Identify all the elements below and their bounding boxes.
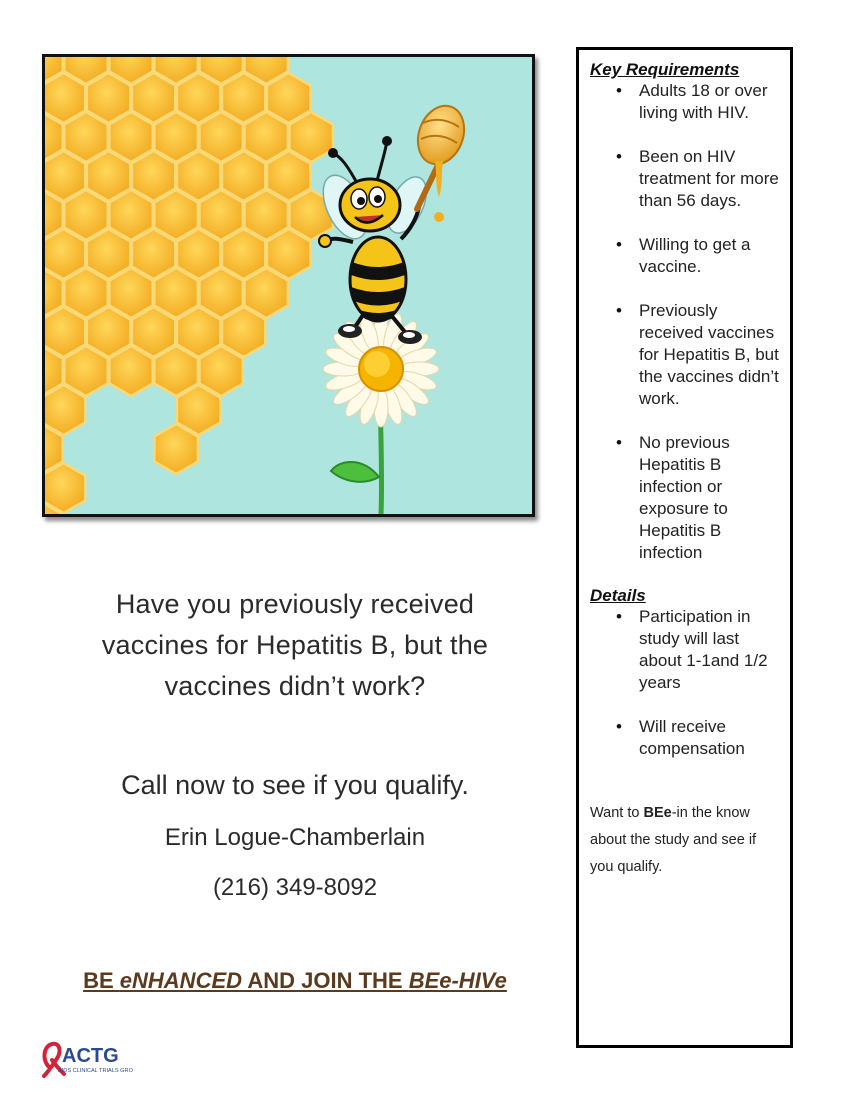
- note-part2: -in the know about the study and see if you qualify.: [590, 805, 757, 875]
- sidebar-note: [579, 800, 790, 881]
- bee-illustration: [42, 54, 535, 517]
- details-list: [579, 606, 790, 760]
- slogan-part4: BEe-HIVe: [408, 968, 507, 993]
- list-item: • Participation in study will last about 1-1and 1/2 years: [579, 606, 790, 694]
- contact-phone: (216) 349-8092: [212, 874, 378, 901]
- slogan: [40, 968, 550, 994]
- list-item: • Been on HIV treatment for more than 56 days.: [579, 146, 790, 212]
- call-to-action: Call now to see if you qualify.: [121, 770, 469, 800]
- main-question: Have you previously received vaccines for Hepatitis B, but the vaccines didn’t work?: [101, 589, 489, 701]
- key-requirements-heading: Key Requirements: [590, 60, 740, 79]
- note-bold: BEe: [643, 805, 672, 821]
- actg-logo: [38, 1036, 133, 1078]
- requirements-sidebar: [576, 47, 793, 1048]
- requirements-list: [579, 80, 790, 564]
- details-heading: Details: [590, 586, 646, 605]
- note-part1: Want to: [590, 805, 644, 821]
- list-item: • Willing to get a vaccine.: [579, 234, 790, 278]
- honeycomb-cell: [109, 346, 152, 396]
- slogan-part3: AND JOIN THE: [242, 968, 409, 993]
- logo-text: ACTG: [62, 1045, 119, 1067]
- list-item: • Previously received vaccines for Hepatitis B, but the vaccines didn’t work.: [579, 300, 790, 410]
- slogan-part2: eNHANCED: [119, 968, 243, 993]
- contact-name: Erin Logue-Chamberlain: [164, 824, 426, 851]
- list-item: • No previous Hepatitis B infection or exposure to Hepatitis B infection: [579, 432, 790, 564]
- logo-subtext: AIDS CLINICAL TRIALS GROUP: [58, 1068, 133, 1074]
- bee-on-flower-image: [45, 57, 532, 514]
- honeycomb-cell: [154, 424, 197, 474]
- actg-logo-icon: [38, 1036, 133, 1078]
- list-item: • Adults 18 or over living with HIV.: [579, 80, 790, 124]
- list-item: • Will receive compensation: [579, 716, 790, 760]
- slogan-part1: BE: [83, 968, 120, 993]
